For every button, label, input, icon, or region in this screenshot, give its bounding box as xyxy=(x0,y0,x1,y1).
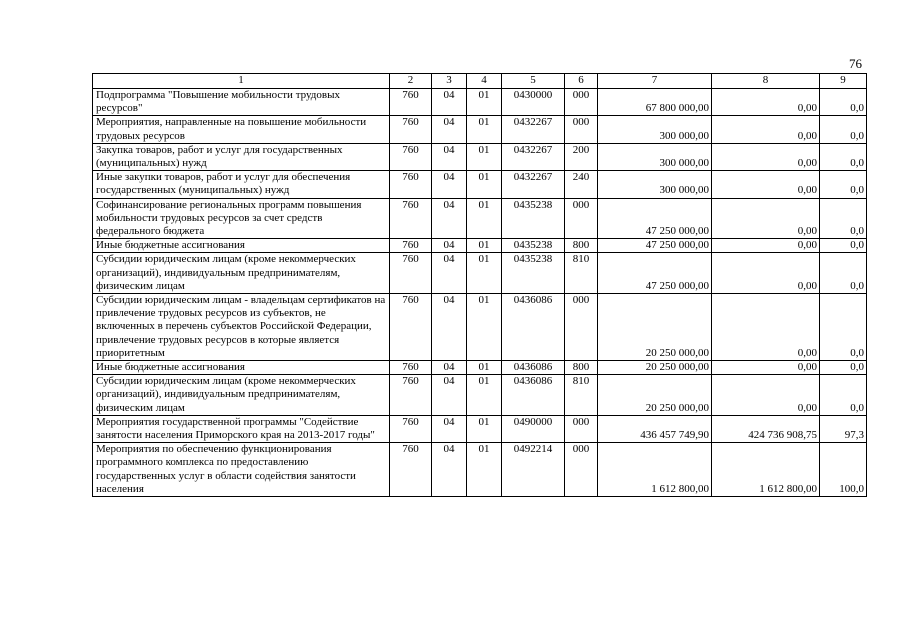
ministry-code-cell: 760 xyxy=(390,415,432,442)
table-row xyxy=(93,361,867,375)
subsection-code-cell: 01 xyxy=(467,253,502,294)
percent-cell: 0,0 xyxy=(820,294,867,361)
percent-cell: 0,0 xyxy=(820,171,867,198)
percent-cell: 100,0 xyxy=(820,443,867,497)
subsection-code-cell: 01 xyxy=(467,239,502,253)
subsection-code-cell: 01 xyxy=(467,143,502,170)
table-row xyxy=(93,116,867,143)
expense-type-cell: 000 xyxy=(565,415,598,442)
ministry-code-cell: 760 xyxy=(390,361,432,375)
planned-amount-cell: 20 250 000,00 xyxy=(598,375,712,416)
expense-type-cell: 240 xyxy=(565,171,598,198)
percent-cell: 0,0 xyxy=(820,253,867,294)
header-cell: 4 xyxy=(467,74,502,89)
target-article-cell: 0436086 xyxy=(502,361,565,375)
subsection-code-cell: 01 xyxy=(467,116,502,143)
ministry-code-cell: 760 xyxy=(390,253,432,294)
percent-cell: 0,0 xyxy=(820,198,867,239)
target-article-cell: 0432267 xyxy=(502,116,565,143)
expense-type-cell: 000 xyxy=(565,89,598,116)
planned-amount-cell: 300 000,00 xyxy=(598,171,712,198)
table-row xyxy=(93,239,867,253)
subsection-code-cell: 01 xyxy=(467,198,502,239)
section-code-cell: 04 xyxy=(432,89,467,116)
target-article-cell: 0435238 xyxy=(502,198,565,239)
planned-amount-cell: 20 250 000,00 xyxy=(598,361,712,375)
row-name-cell: Иные бюджетные ассигнования xyxy=(93,239,390,253)
header-cell: 9 xyxy=(820,74,867,89)
ministry-code-cell: 760 xyxy=(390,89,432,116)
section-code-cell: 04 xyxy=(432,171,467,198)
expense-type-cell: 800 xyxy=(565,239,598,253)
actual-amount-cell: 0,00 xyxy=(712,294,820,361)
row-name-cell: Подпрограмма "Повышение мобильности трудовых ресурсов" xyxy=(93,89,390,116)
planned-amount-cell: 67 800 000,00 xyxy=(598,89,712,116)
percent-cell: 97,3 xyxy=(820,415,867,442)
planned-amount-cell: 47 250 000,00 xyxy=(598,253,712,294)
actual-amount-cell: 0,00 xyxy=(712,116,820,143)
header-cell: 8 xyxy=(712,74,820,89)
table-row xyxy=(93,253,867,294)
header-cell: 1 xyxy=(93,74,390,89)
expense-type-cell: 000 xyxy=(565,198,598,239)
subsection-code-cell: 01 xyxy=(467,443,502,497)
expense-type-cell: 810 xyxy=(565,253,598,294)
expense-type-cell: 000 xyxy=(565,294,598,361)
row-name-cell: Иные бюджетные ассигнования xyxy=(93,361,390,375)
section-code-cell: 04 xyxy=(432,294,467,361)
section-code-cell: 04 xyxy=(432,253,467,294)
header-cell: 7 xyxy=(598,74,712,89)
ministry-code-cell: 760 xyxy=(390,239,432,253)
actual-amount-cell: 424 736 908,75 xyxy=(712,415,820,442)
target-article-cell: 0492214 xyxy=(502,443,565,497)
table-row xyxy=(93,443,867,497)
subsection-code-cell: 01 xyxy=(467,375,502,416)
planned-amount-cell: 47 250 000,00 xyxy=(598,198,712,239)
actual-amount-cell: 0,00 xyxy=(712,198,820,239)
section-code-cell: 04 xyxy=(432,116,467,143)
percent-cell: 0,0 xyxy=(820,116,867,143)
section-code-cell: 04 xyxy=(432,143,467,170)
section-code-cell: 04 xyxy=(432,443,467,497)
actual-amount-cell: 0,00 xyxy=(712,89,820,116)
row-name-cell: Субсидии юридическим лицам - владельцам сертификатов на привлечение трудовых ресурсов из субъектов, не включенных в перечень субъектов Российской Федерации, привлечение трудовых ресурсов в которые является приоритетным xyxy=(93,294,390,361)
section-code-cell: 04 xyxy=(432,361,467,375)
row-name-cell: Иные закупки товаров, работ и услуг для обеспечения государственных (муниципальных) нужд xyxy=(93,171,390,198)
table-row xyxy=(93,294,867,361)
table-row xyxy=(93,171,867,198)
table-row xyxy=(93,89,867,116)
planned-amount-cell: 300 000,00 xyxy=(598,143,712,170)
ministry-code-cell: 760 xyxy=(390,171,432,198)
actual-amount-cell: 0,00 xyxy=(712,143,820,170)
table-row xyxy=(93,143,867,170)
section-code-cell: 04 xyxy=(432,198,467,239)
expense-type-cell: 800 xyxy=(565,361,598,375)
ministry-code-cell: 760 xyxy=(390,294,432,361)
ministry-code-cell: 760 xyxy=(390,443,432,497)
target-article-cell: 0432267 xyxy=(502,143,565,170)
actual-amount-cell: 1 612 800,00 xyxy=(712,443,820,497)
expense-type-cell: 000 xyxy=(565,116,598,143)
ministry-code-cell: 760 xyxy=(390,375,432,416)
target-article-cell: 0432267 xyxy=(502,171,565,198)
percent-cell: 0,0 xyxy=(820,361,867,375)
section-code-cell: 04 xyxy=(432,375,467,416)
subsection-code-cell: 01 xyxy=(467,171,502,198)
actual-amount-cell: 0,00 xyxy=(712,239,820,253)
row-name-cell: Субсидии юридическим лицам (кроме некоммерческих организаций), индивидуальным предпринимателям, физическим лицам xyxy=(93,253,390,294)
subsection-code-cell: 01 xyxy=(467,89,502,116)
expense-type-cell: 000 xyxy=(565,443,598,497)
section-code-cell: 04 xyxy=(432,415,467,442)
subsection-code-cell: 01 xyxy=(467,361,502,375)
ministry-code-cell: 760 xyxy=(390,143,432,170)
row-name-cell: Мероприятия, направленные на повышение мобильности трудовых ресурсов xyxy=(93,116,390,143)
row-name-cell: Закупка товаров, работ и услуг для государственных (муниципальных) нужд xyxy=(93,143,390,170)
table-header-row xyxy=(93,74,867,89)
actual-amount-cell: 0,00 xyxy=(712,375,820,416)
planned-amount-cell: 436 457 749,90 xyxy=(598,415,712,442)
target-article-cell: 0430000 xyxy=(502,89,565,116)
header-cell: 2 xyxy=(390,74,432,89)
actual-amount-cell: 0,00 xyxy=(712,253,820,294)
expense-type-cell: 200 xyxy=(565,143,598,170)
target-article-cell: 0436086 xyxy=(502,294,565,361)
planned-amount-cell: 300 000,00 xyxy=(598,116,712,143)
actual-amount-cell: 0,00 xyxy=(712,171,820,198)
subsection-code-cell: 01 xyxy=(467,294,502,361)
planned-amount-cell: 20 250 000,00 xyxy=(598,294,712,361)
table-row xyxy=(93,375,867,416)
table-body xyxy=(93,89,867,497)
row-name-cell: Мероприятия по обеспечению функционирования программного комплекса по предоставлению государственных услуг в области содействия занятости населения xyxy=(93,443,390,497)
ministry-code-cell: 760 xyxy=(390,116,432,143)
page-number: 76 xyxy=(849,56,862,71)
percent-cell: 0,0 xyxy=(820,143,867,170)
planned-amount-cell: 47 250 000,00 xyxy=(598,239,712,253)
target-article-cell: 0490000 xyxy=(502,415,565,442)
ministry-code-cell: 760 xyxy=(390,198,432,239)
header-cell: 6 xyxy=(565,74,598,89)
percent-cell: 0,0 xyxy=(820,89,867,116)
expense-type-cell: 810 xyxy=(565,375,598,416)
table-row xyxy=(93,198,867,239)
actual-amount-cell: 0,00 xyxy=(712,361,820,375)
header-cell: 5 xyxy=(502,74,565,89)
header-cell: 3 xyxy=(432,74,467,89)
row-name-cell: Софинансирование региональных программ повышения мобильности трудовых ресурсов за счет средств федерального бюджета xyxy=(93,198,390,239)
row-name-cell: Мероприятия государственной программы "Содействие занятости населения Приморского края на 2013-2017 годы" xyxy=(93,415,390,442)
subsection-code-cell: 01 xyxy=(467,415,502,442)
budget-table xyxy=(92,73,867,497)
row-name-cell: Субсидии юридическим лицам (кроме некоммерческих организаций), индивидуальным предпринимателям, физическим лицам xyxy=(93,375,390,416)
percent-cell: 0,0 xyxy=(820,375,867,416)
planned-amount-cell: 1 612 800,00 xyxy=(598,443,712,497)
table-row xyxy=(93,415,867,442)
target-article-cell: 0435238 xyxy=(502,253,565,294)
target-article-cell: 0435238 xyxy=(502,239,565,253)
percent-cell: 0,0 xyxy=(820,239,867,253)
target-article-cell: 0436086 xyxy=(502,375,565,416)
section-code-cell: 04 xyxy=(432,239,467,253)
